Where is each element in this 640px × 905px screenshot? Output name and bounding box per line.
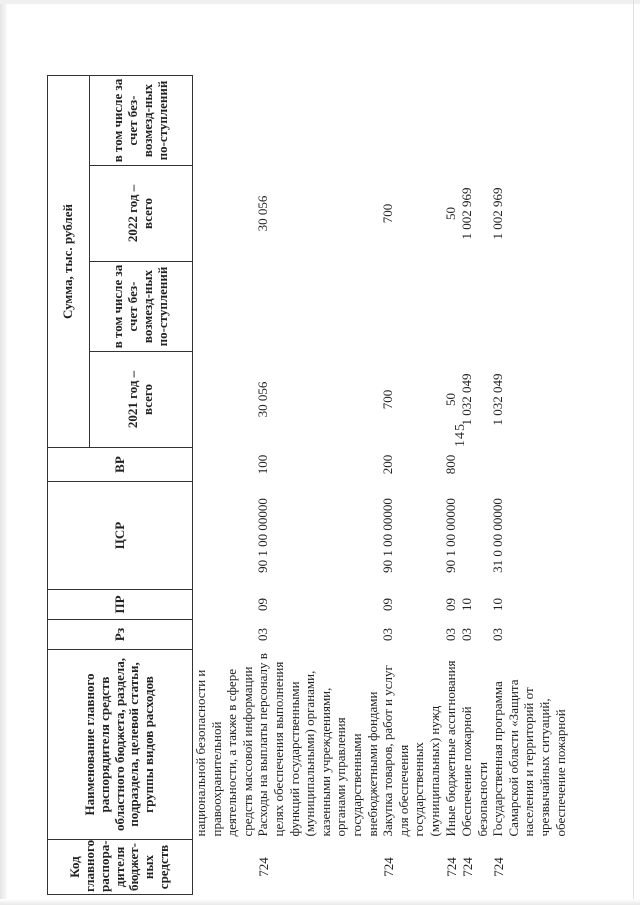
cell-2022-total: 30 056 — [255, 195, 271, 232]
cell-2022-free — [380, 76, 442, 166]
cell-2021-total: 700 — [380, 389, 396, 410]
cell-pr: 10 — [490, 598, 506, 611]
header-blank-2 — [90, 15, 193, 76]
cell-pr: 10 — [459, 598, 475, 611]
header-blank — [48, 15, 90, 76]
cell-2021-total: 30 056 — [255, 381, 271, 418]
cell-2022-total: 1 002 969 — [459, 187, 475, 240]
cell-2022-total — [193, 166, 256, 262]
cell-pr: 09 — [255, 598, 271, 611]
cell-csr: 31 0 00 00000 — [490, 498, 506, 573]
cell-csr — [193, 482, 256, 590]
cell-pad — [255, 15, 380, 76]
header-csr: ЦСР — [48, 482, 193, 590]
header-kod: Код главного распора-дителя бюджет-ных средств — [48, 840, 193, 895]
cell-2022-total: 700 — [380, 203, 396, 224]
scan-bottom-edge — [0, 899, 640, 905]
scan-top-edge — [0, 0, 640, 4]
cell-pad — [490, 15, 568, 76]
cell-code — [193, 840, 256, 895]
cell-rz: 03 — [380, 628, 396, 641]
header-2021-total: 2021 год – всего — [90, 352, 193, 448]
cell-2022-free — [193, 76, 256, 166]
cell-2021-total — [193, 352, 256, 448]
header-2021-free: в том числе за счет без-возмезд-ных по-ступлений — [90, 262, 193, 352]
cell-2021-free — [193, 262, 256, 352]
table-row — [459, 15, 490, 895]
header-pr: ПР — [48, 590, 193, 620]
budget-table — [47, 14, 568, 895]
cell-pad — [443, 15, 460, 76]
table-row — [193, 15, 256, 895]
table-row — [443, 15, 460, 895]
header-sum-group: Сумма, тыс. рублей — [48, 76, 90, 448]
cell-vr — [459, 448, 490, 482]
cell-pad — [459, 15, 490, 76]
cell-rz: 03 — [490, 628, 506, 641]
cell-2021-total: 50 — [442, 393, 458, 406]
cell-2021-free — [255, 262, 380, 352]
rotated-table-page — [47, 15, 640, 895]
cell-2022-free — [443, 76, 460, 166]
cell-code: 724 — [460, 857, 476, 877]
cell-vr — [193, 448, 256, 482]
cell-name: национальной безопасности и правоохранительной деятельности, а также в сфере средств массовой информации — [193, 666, 255, 837]
cell-pr: 09 — [442, 598, 458, 611]
cell-code: 724 — [381, 857, 397, 877]
cell-code: 724 — [491, 857, 507, 877]
cell-csr — [459, 482, 490, 590]
cell-vr: 100 — [255, 454, 271, 475]
cell-rz — [193, 620, 256, 650]
header-2022-total: 2022 год – всего — [90, 166, 193, 262]
cell-vr: 200 — [380, 454, 396, 475]
cell-2022-total: 1 002 969 — [490, 187, 506, 240]
cell-pr: 09 — [380, 598, 396, 611]
cell-pr — [193, 590, 256, 620]
cell-2022-total: 50 — [442, 207, 458, 220]
table-row — [255, 15, 380, 895]
cell-2022-free — [490, 76, 568, 166]
header-vr: ВР — [48, 448, 193, 482]
cell-2021-free — [443, 262, 460, 352]
header-2022-free: в том числе за счет без-возмезд-ных по-ступлений — [90, 76, 193, 166]
cell-csr: 90 1 00 00000 — [380, 498, 396, 573]
cell-rz: 03 — [459, 628, 475, 641]
scan-left-edge — [0, 0, 7, 905]
cell-2021-free — [490, 262, 568, 352]
cell-vr — [490, 448, 568, 482]
page-number: 145 — [453, 423, 468, 447]
cell-2021-total: 1 032 049 — [490, 373, 506, 426]
cell-name: Расходы на выплаты персоналу в целях обеспечения выполнения функций государственными (муниципальными) органами, казенными учреждениями, органами управления государственными внебюджетными фондами — [255, 653, 380, 837]
cell-vr: 800 — [442, 454, 458, 475]
cell-csr: 90 1 00 00000 — [255, 498, 271, 573]
table-header — [48, 15, 193, 895]
table-body — [193, 15, 569, 895]
header-name: Наименование главного распорядителя средств областного бюджета, раздела, подраздела, целевой статьи, группы видов расходов — [48, 650, 193, 840]
cell-2021-free — [380, 262, 442, 352]
cell-pad — [193, 15, 256, 76]
table-row — [490, 15, 568, 895]
cell-pad — [380, 15, 442, 76]
header-rz: Рз — [48, 620, 193, 650]
cell-2021-total: 1 032 049 — [459, 373, 475, 426]
cell-2022-free — [255, 76, 380, 166]
cell-name: Иные бюджетные ассигнования — [442, 660, 458, 837]
cell-csr: 90 1 00 00000 — [442, 498, 458, 573]
table-row — [380, 15, 442, 895]
cell-name: Обеспечение пожарной безопасности — [459, 706, 490, 837]
cell-name: Закупка товаров, работ и услуг для обеспечения государственных (муниципальных) нужд — [380, 665, 442, 837]
cell-name: Государственная программа Самарской области «Защита населения и территорий от чрезвычайных ситуаций, обеспечение пожарной — [490, 679, 568, 837]
cell-code: 724 — [443, 857, 459, 877]
cell-code: 724 — [256, 857, 272, 877]
cell-2022-free — [459, 76, 490, 166]
cell-2021-free — [459, 262, 490, 352]
cell-rz: 03 — [255, 628, 271, 641]
cell-rz: 03 — [442, 628, 458, 641]
